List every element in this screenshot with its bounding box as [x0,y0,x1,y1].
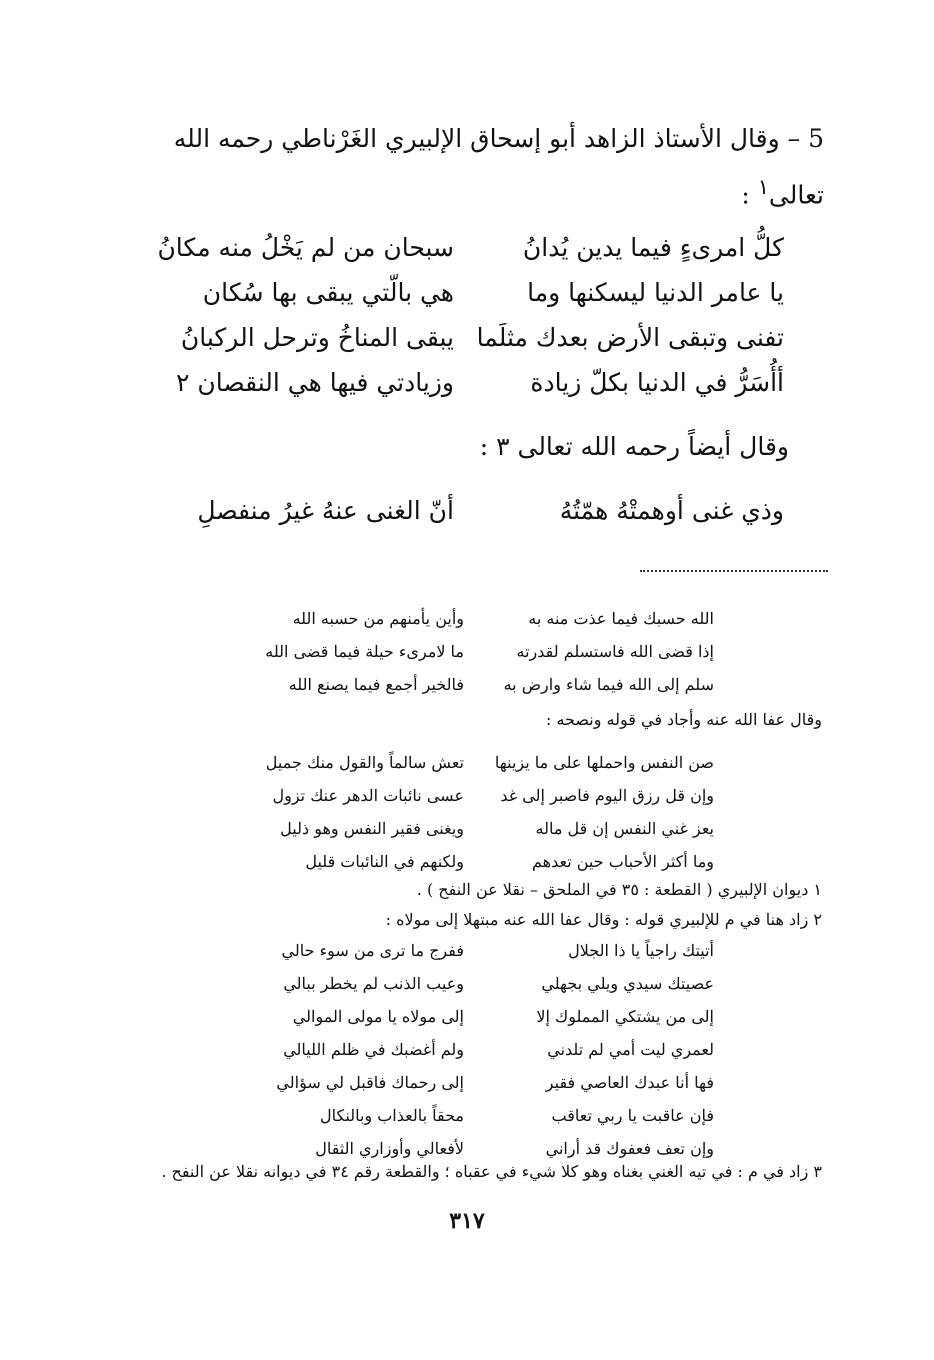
verse-row [214,746,714,779]
verse-hemistich-first: وما أكثر الأحباب حين تعدهم [531,852,714,871]
verse-hemistich-second: يبقى المناخُ وترحل الركبانُ [180,323,454,352]
verse-hemistich-first: أأُسَرُّ في الدنيا بكلّ زيادة [530,368,784,397]
verse-hemistich-second: ويغنى فقير النفس وهو ذليل [280,819,464,838]
verse-hemistich-first: إذا قضى الله فاستسلم لقدرته [516,642,714,661]
verse-row [214,779,714,812]
verse-hemistich-second: إلى مولاه يا مولى الموالي [292,1007,464,1026]
verse-hemistich-second: وزيادتي فيها هي النقصان ٢ [176,368,454,397]
poem-one [144,225,784,405]
verse-row [144,360,784,405]
verse-hemistich-second: ولم أغضبك في ظلم الليالي [283,1040,464,1059]
verse-row [144,315,784,360]
verse-hemistich-first: يا عامر الدنيا ليسكنها وما [527,278,784,307]
footnote-intro: وقال عفا الله عنه وأجاد في قوله ونصحه : [546,710,822,729]
verse-row [214,812,714,845]
verse-row [214,934,714,967]
verse-hemistich-first: وإن قل رزق اليوم فاصبر إلى غد [500,786,714,805]
verse-hemistich-second: ولكنهم في النائبات قليل [305,852,464,871]
verse-hemistich-second: ما لامرىء حيلة فيما قضى الله [265,642,464,661]
verse-hemistich-first: الله حسبك فيما عذت منه به [528,609,714,628]
footnote-3: ٣ زاد في م : في تيه الغني بغناه وهو كلا شيء في عقباه ؛ والقطعة رقم ٣٤ في ديوانه نقلا عن النفح . [161,1162,822,1181]
verse-hemistich-first: فها أنا عبدك العاصي فقير [545,1073,714,1092]
verse-hemistich-second: سبحان من لم يَخْلُ منه مكانُ [157,233,454,262]
verse-hemistich-first: أتيتك راجياً يا ذا الجلال [568,941,714,960]
verse-hemistich-first: سلم إلى الله فيما شاء وارض به [503,675,714,694]
poem-two [144,488,784,533]
verse-hemistich-first: إلى من يشتكي المملوك إلا [536,1007,714,1026]
section-heading [104,115,824,219]
verse-hemistich-first: يعز غني النفس إن قل ماله [535,819,714,838]
footnote-marker: ١ [757,175,769,199]
verse-hemistich-second: محقاً بالعذاب وبالنكال [320,1106,464,1125]
verse-hemistich-second: إلى رحماك فاقبل لي سؤالي [276,1073,464,1092]
verse-hemistich-second: تعش سالماً والقول منك جميل [265,753,464,772]
verse-row [214,668,714,701]
heading-colon: : [741,180,750,210]
verse-hemistich-first: كلُّ امرىءٍ فيما يدين يُدانُ [522,233,784,262]
verse-hemistich-first: فإن عاقبت يا ربي تعاقب [551,1106,714,1125]
second-poem-intro: وقال أيضاً رحمه الله تعالى ٣ : [479,432,789,461]
verse-hemistich-first: وإن تعف فعفوك قد أراني [545,1139,714,1158]
verse-row [214,602,714,635]
verse-hemistich-first: تفنى وتبقى الأرض بعدك مثلَما [476,323,784,352]
footnote-separator [640,570,828,572]
verse-hemistich-first: وذي غنى أوهمتْهُ همّتُهُ [559,496,784,525]
verse-hemistich-second: وأين يأمنهم من حسبه الله [292,609,464,628]
verse-hemistich-first: عصيتك سيدي ويلي بجهلي [541,974,714,993]
verse-row [144,270,784,315]
verse-row [214,1033,714,1066]
verse-row [214,1000,714,1033]
footnote-poem-b [214,746,714,878]
verse-row [214,845,714,878]
verse-hemistich-second: عسى نائبات الدهر عنك تزول [272,786,464,805]
verse-hemistich-second: لأفعالي وأوزاري الثقال [315,1139,464,1158]
verse-hemistich-second: هي بالّتي يبقى بها سُكان [202,278,454,307]
verse-row [144,225,784,270]
page-number: ٣١٧ [449,1208,485,1234]
verse-hemistich-second: وعيب الذنب لم يخطر ببالي [283,974,464,993]
footnote-poem-c [214,934,714,1165]
footnote-2: ٢ زاد هنا في م للإلبيري قوله : وقال عفا الله عنه مبتهلا إلى مولاه : [385,910,822,929]
verse-row [214,967,714,1000]
section-number: 5 [808,124,824,153]
verse-row [214,1099,714,1132]
verse-hemistich-first: صن النفس واحملها على ما يزينها [494,753,714,772]
verse-hemistich-second: ففرج ما ترى من سوء حالي [281,941,464,960]
section-heading-text: – وقال الأستاذ الزاهد أبو إسحاق الإلبيري الغَرْناطي رحمه الله تعالى [173,124,824,210]
verse-row [214,1132,714,1165]
verse-row [214,1066,714,1099]
footnote-1: ١ ديوان الإلبيري ( القطعة : ٣٥ في الملحق – نقلا عن النفح ) . [416,880,822,899]
footnote-poem-a [214,602,714,701]
verse-hemistich-first: لعمري ليت أمي لم تلدني [547,1040,714,1059]
verse-row [214,635,714,668]
verse-hemistich-second: فالخير أجمع فيما يصنع الله [288,675,464,694]
verse-hemistich-second: أنّ الغنى عنهُ غيرُ منفصلِ [197,496,454,525]
verse-row [144,488,784,533]
